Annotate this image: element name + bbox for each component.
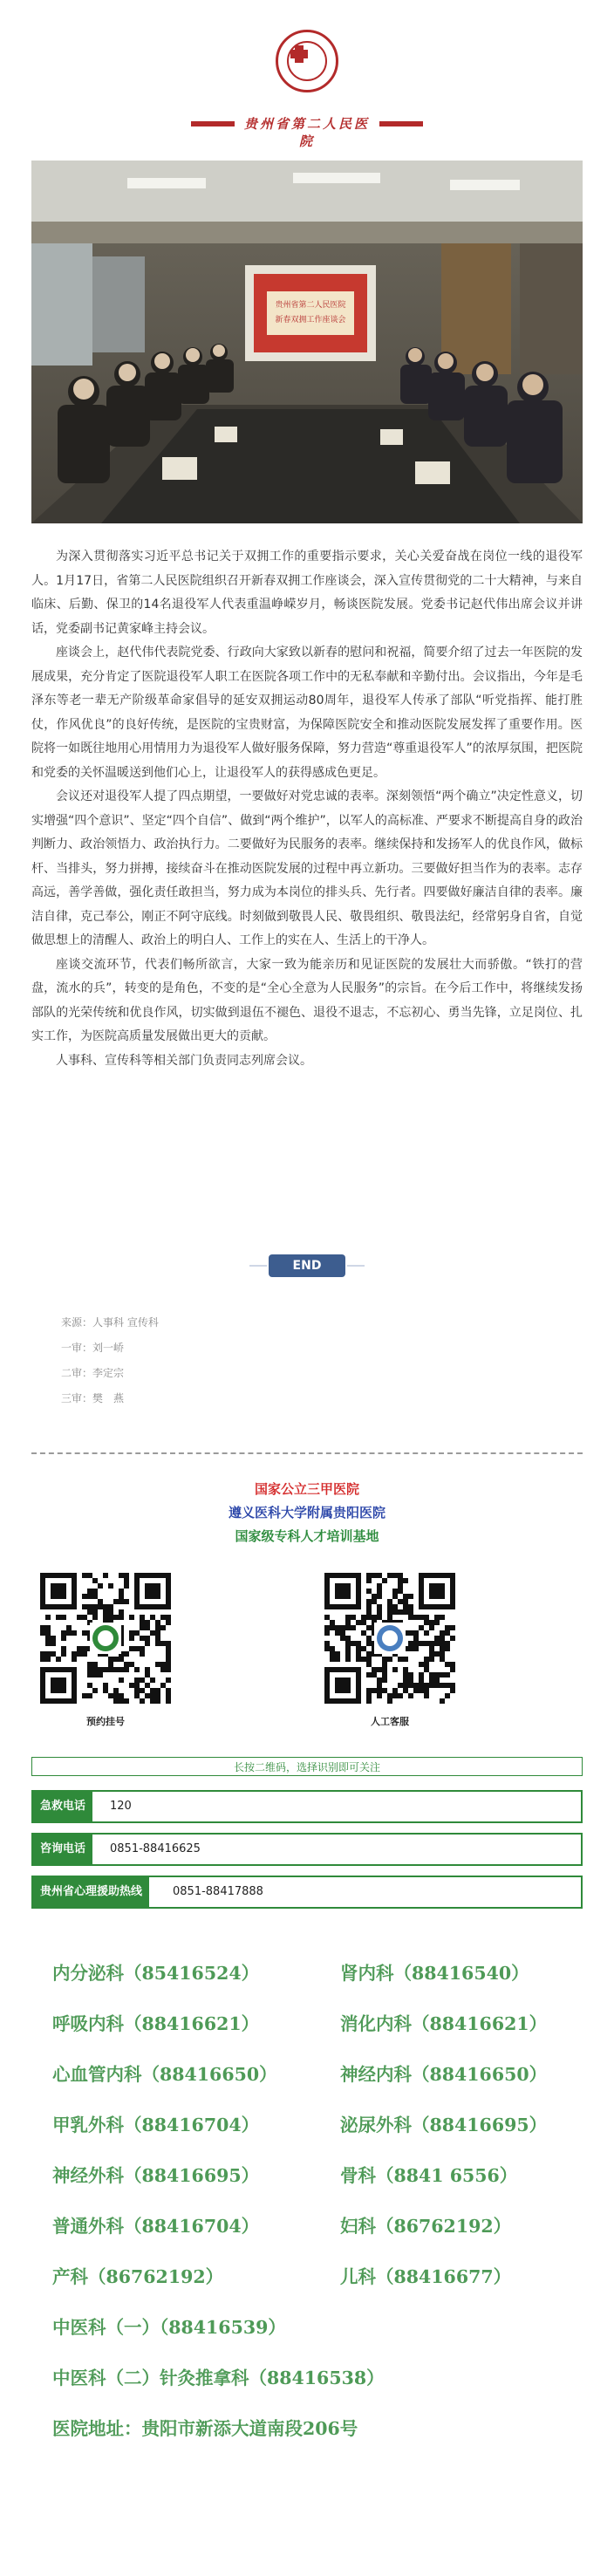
dept-pediatrics: 儿科（88416677） [340,2266,512,2287]
phone-value[interactable]: 0851-88416625 [110,1842,201,1855]
qr-caption-customer-service: 人工客服 [371,1716,409,1727]
meeting-photo [31,161,583,523]
qr-tip: 长按二维码，选择识别即可关注 [31,1757,583,1776]
phone-label: 贵州省心理援助热线 [33,1877,149,1907]
phone-label: 急救电话 [33,1792,92,1821]
dept-orthopedics: 骨科（8841 6556） [340,2165,518,2186]
dept-thyroid-breast: 甲乳外科（88416704） [52,2115,260,2135]
dept-endocrinology: 内分泌科（85416524） [52,1963,260,1984]
dept-gynecology: 妇科（86762192） [340,2216,512,2237]
article-paragraph: 座谈会上，赵代伟代表院党委、行政向大家致以新春的慰问和祝福，简要介绍了过去一年医院的发展成果，充分肯定了医院退役军人职工在医院各项工作中的无私奉献和辛勤付出。会议指出，今年是毛泽东等老一辈无产阶级革命家倡导的延安双拥运动80周年，退役军人传承了部队“听党指挥、能打胜仗，作风优良”的良好传统，是医院的宝贵财富，为保障医院安全和推动医院发展发挥了重要作用。医院将一如既往地用心用情用力为退役军人做好服务保障，努力营造“尊重退役军人”的浓厚氛围，把医院和党委的关怀温暖送到他们心上，让退役军人的获得感成色更足。 [31,646,583,780]
dept-tcm-1: 中医科（一）（88416539） [52,2317,286,2338]
dept-neurosurgery: 神经外科（88416695） [52,2165,260,2186]
dept-respiratory: 呼吸内科（88416621） [52,2013,260,2034]
credits [61,1310,159,1411]
dept-neurology: 神经内科（88416650） [340,2064,548,2085]
article-body [31,545,583,1073]
article-paragraph: 为深入贯彻落实习近平总书记关于双拥工作的重要指示要求，关心关爱奋战在岗位一线的退役军人。1月17日，省第二人民医院组织召开新春双拥工作座谈会，深入宣传贯彻党的二十大精神，与来自临床、后勤、保卫的14名退役军人代表重温峥嵘岁月，畅谈医院发展。党委书记赵代伟出席会议并讲话，党委副书记黄家峰主持会议。 [31,550,583,636]
phone-row-psych-hotline[interactable] [31,1876,583,1909]
qr-code-customer-service[interactable] [324,1573,455,1704]
hospital-name-banner [191,115,423,149]
phone-label: 咨询电话 [33,1835,92,1864]
footer-tag: 遵义医科大学附属贵阳医院 [228,1505,385,1520]
phone-row-emergency[interactable] [31,1790,583,1823]
screen-line-1: 贵州省第二人民医院 [275,301,346,310]
article-paragraph: 会议还对退役军人提了四点期望，一要做好对党忠诚的表率。深刻领悟“两个确立”决定性意义，切实增强“四个意识”、坚定“四个自信”、做到“两个维护”，以军人的高标准、严要求不断提高自身的政治判断力、政治领悟力、政治执行力。二要做好为民服务的表率。继续保持和发扬军人的优良作风，做标杆、当排头，努力拼搏，接续奋斗在推动医院发展的过程中再立新功。三要做好担当作为的表率。志存高远，善学善做，强化责任敢担当，努力成为本岗位的排头兵、先行者。四要做好廉洁自律的表率。廉洁自律，克己奉公，刚正不阿守底线。时刻做到敬畏人民、敬畏组织、敬畏法纪，经常躬身自省，自觉做思想上的清醒人、政治上的明白人、工作上的实在人、生活上的干净人。 [31,789,583,947]
dept-gastroenterology: 消化内科（88416621） [340,2013,548,2034]
hospital-name: 贵州省第二人民医院 [243,116,370,149]
footer-tag: 国家级专科人才培训基地 [235,1528,379,1544]
credit-source: 来源：人事科 宣传科 [61,1316,159,1329]
phone-row-consult[interactable] [31,1833,583,1866]
credit-review-3: 三审：樊 燕 [61,1392,125,1404]
qr-caption-appointment: 预约挂号 [86,1716,125,1727]
dept-general-surgery: 普通外科（88416704） [52,2216,260,2237]
article-paragraph: 人事科、宣传科等相关部门负责同志列席会议。 [56,1053,312,1068]
end-marker: END [269,1254,345,1277]
dept-tcm-2: 中医科（二）针灸推拿科（88416538） [52,2368,385,2388]
dept-obstetrics: 产科（86762192） [52,2266,224,2287]
screen-line-2: 新春双拥工作座谈会 [275,316,346,325]
hospital-address: 医院地址：贵阳市新添大道南段206号 [52,2418,358,2439]
dept-urology: 泌尿外科（88416695） [340,2115,548,2135]
credit-review-2: 二审：李定宗 [61,1367,125,1379]
article-paragraph: 座谈交流环节，代表们畅所欲言，大家一致为能亲历和见证医院的发展壮大而骄傲。“铁打的营盘，流水的兵”，转变的是角色，不变的是“全心全意为人民服务”的宗旨。在今后工作中，将继续发扬部队的光荣传统和优良作风，切实做到退伍不褪色、退役不退志，不忘初心、勇当先锋，立足岗位、扎实工作，为医院高质量发展做出更大的贡献。 [31,957,583,1043]
footer-tag: 国家公立三甲医院 [254,1481,359,1497]
hospital-logo [276,30,338,92]
dept-nephrology: 肾内科（88416540） [340,1963,529,1984]
phone-value[interactable]: 120 [110,1800,132,1813]
phone-value[interactable]: 0851-88417888 [173,1885,263,1898]
qr-code-appointment[interactable] [40,1573,171,1704]
divider [31,1452,583,1454]
dept-cardiology: 心血管内科（88416650） [52,2064,277,2085]
credit-review-1: 一审：刘一峤 [61,1342,125,1354]
